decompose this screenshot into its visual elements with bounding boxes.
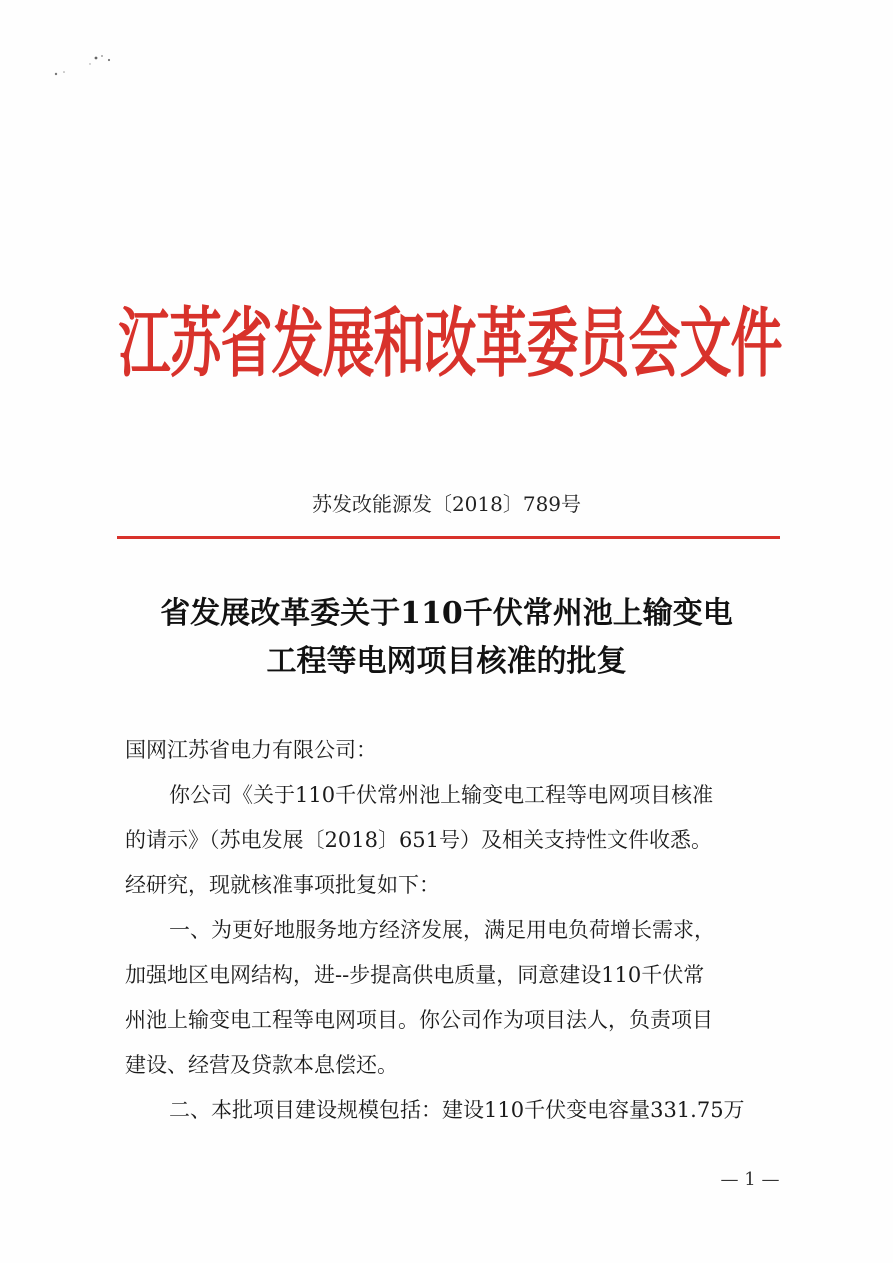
paragraph-2-line-4: 建设、经营及贷款本息偿还。 [125,1053,398,1077]
paragraph-2-line-3: 州池上输变电工程等电网项目。你公司作为项目法人，负责项目 [125,1008,713,1032]
title-line-1: 省发展改革委关于110千伏常州池上输变电 [160,596,733,631]
page-number: — 1 — [720,1169,780,1190]
document-masthead: 江苏省发展和改革委员会文件 [118,301,782,389]
paragraph-1-line-3: 经研究，现就核准事项批复如下： [125,873,440,897]
document-number: 苏发改能源发〔2018〕789号 [311,492,582,516]
document-body [125,728,805,1133]
paragraph-1-line-1: 你公司《关于110千伏常州池上输变电工程等电网项目核准 [169,783,714,807]
red-divider [117,536,780,539]
paragraph-2-line-2: 加强地区电网结构，进--步提高供电质量，同意建设110千伏常 [125,963,705,987]
paragraph-3-line-1: 二、本批项目建设规模包括：建设110千伏变电容量331.75万 [169,1098,745,1122]
salutation: 国网江苏省电力有限公司： [125,738,377,762]
document-title [0,590,893,686]
scan-specks [52,50,122,80]
title-line-2: 工程等电网项目核准的批复 [266,644,627,679]
paragraph-2-line-1: 一、为更好地服务地方经济发展，满足用电负荷增长需求， [169,918,715,942]
paragraph-1-line-2: 的请示》（苏电发展〔2018〕651号）及相关支持性文件收悉。 [125,828,713,852]
